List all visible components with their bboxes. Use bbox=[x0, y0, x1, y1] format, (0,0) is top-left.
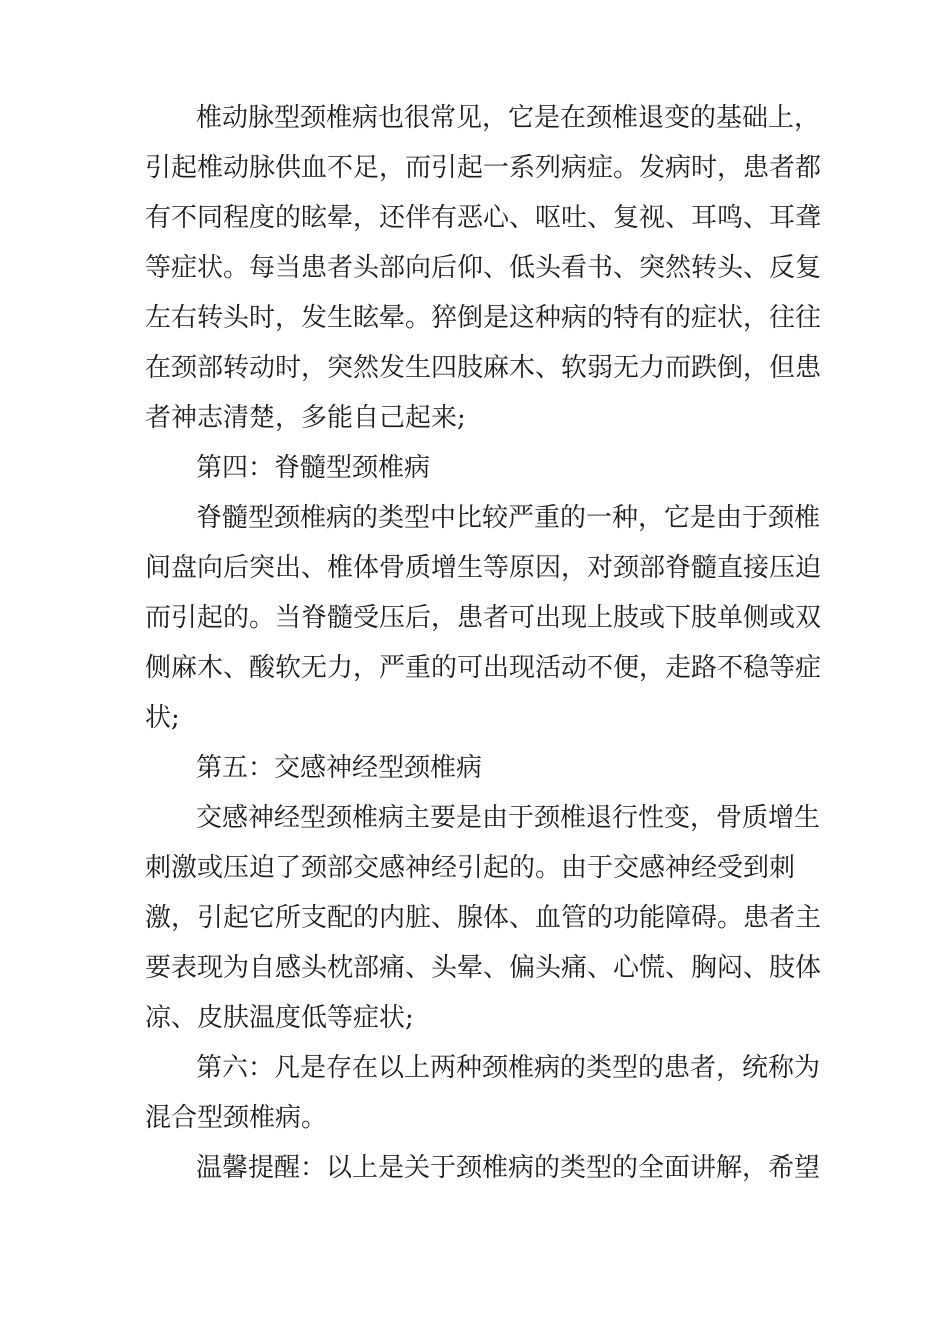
text-line: 左右转头时，发生眩晕。猝倒是这种病的特有的症状，往往 bbox=[145, 303, 822, 333]
text-line: 状; bbox=[145, 703, 180, 733]
section-heading: 第五：交感神经型颈椎病 bbox=[196, 753, 483, 783]
text-line: 温馨提醒：以上是关于颈椎病的类型的全面讲解，希望 bbox=[196, 1153, 821, 1183]
text-line: 引起椎动脉供血不足，而引起一系列病症。发病时，患者都 bbox=[145, 153, 822, 183]
text-line: 椎动脉型颈椎病也很常见，它是在颈椎退变的基础上， bbox=[196, 103, 821, 133]
text-line: 等症状。每当患者头部向后仰、低头看书、突然转头、反复 bbox=[145, 253, 822, 283]
text-line: 交感神经型颈椎病主要是由于颈椎退行性变，骨质增生 bbox=[196, 803, 821, 833]
text-line: 第六：凡是存在以上两种颈椎病的类型的患者，统称为 bbox=[196, 1053, 821, 1083]
text-line: 间盘向后突出、椎体骨质增生等原因，对颈部脊髓直接压迫 bbox=[145, 553, 822, 583]
text-line: 要表现为自感头枕部痛、头晕、偏头痛、心慌、胸闷、肢体 bbox=[145, 953, 822, 983]
text-line: 凉、皮肤温度低等症状; bbox=[145, 1003, 414, 1033]
text-line: 有不同程度的眩晕，还伴有恶心、呕吐、复视、耳鸣、耳聋 bbox=[145, 203, 822, 233]
text-line: 混合型颈椎病。 bbox=[145, 1103, 328, 1133]
section-heading: 第四：脊髓型颈椎病 bbox=[196, 453, 431, 483]
text-line: 激，引起它所支配的内脏、腺体、血管的功能障碍。患者主 bbox=[145, 903, 822, 933]
text-line: 脊髓型颈椎病的类型中比较严重的一种，它是由于颈椎 bbox=[196, 503, 821, 533]
text-line: 在颈部转动时，突然发生四肢麻木、软弱无力而跌倒，但患 bbox=[145, 353, 822, 383]
text-line: 刺激或压迫了颈部交感神经引起的。由于交感神经受到刺 bbox=[145, 853, 796, 883]
text-line: 而引起的。当脊髓受压后，患者可出现上肢或下肢单侧或双 bbox=[145, 603, 822, 633]
text-line: 者神志清楚，多能自己起来; bbox=[145, 403, 466, 433]
text-line: 侧麻木、酸软无力，严重的可出现活动不便，走路不稳等症 bbox=[145, 653, 822, 683]
